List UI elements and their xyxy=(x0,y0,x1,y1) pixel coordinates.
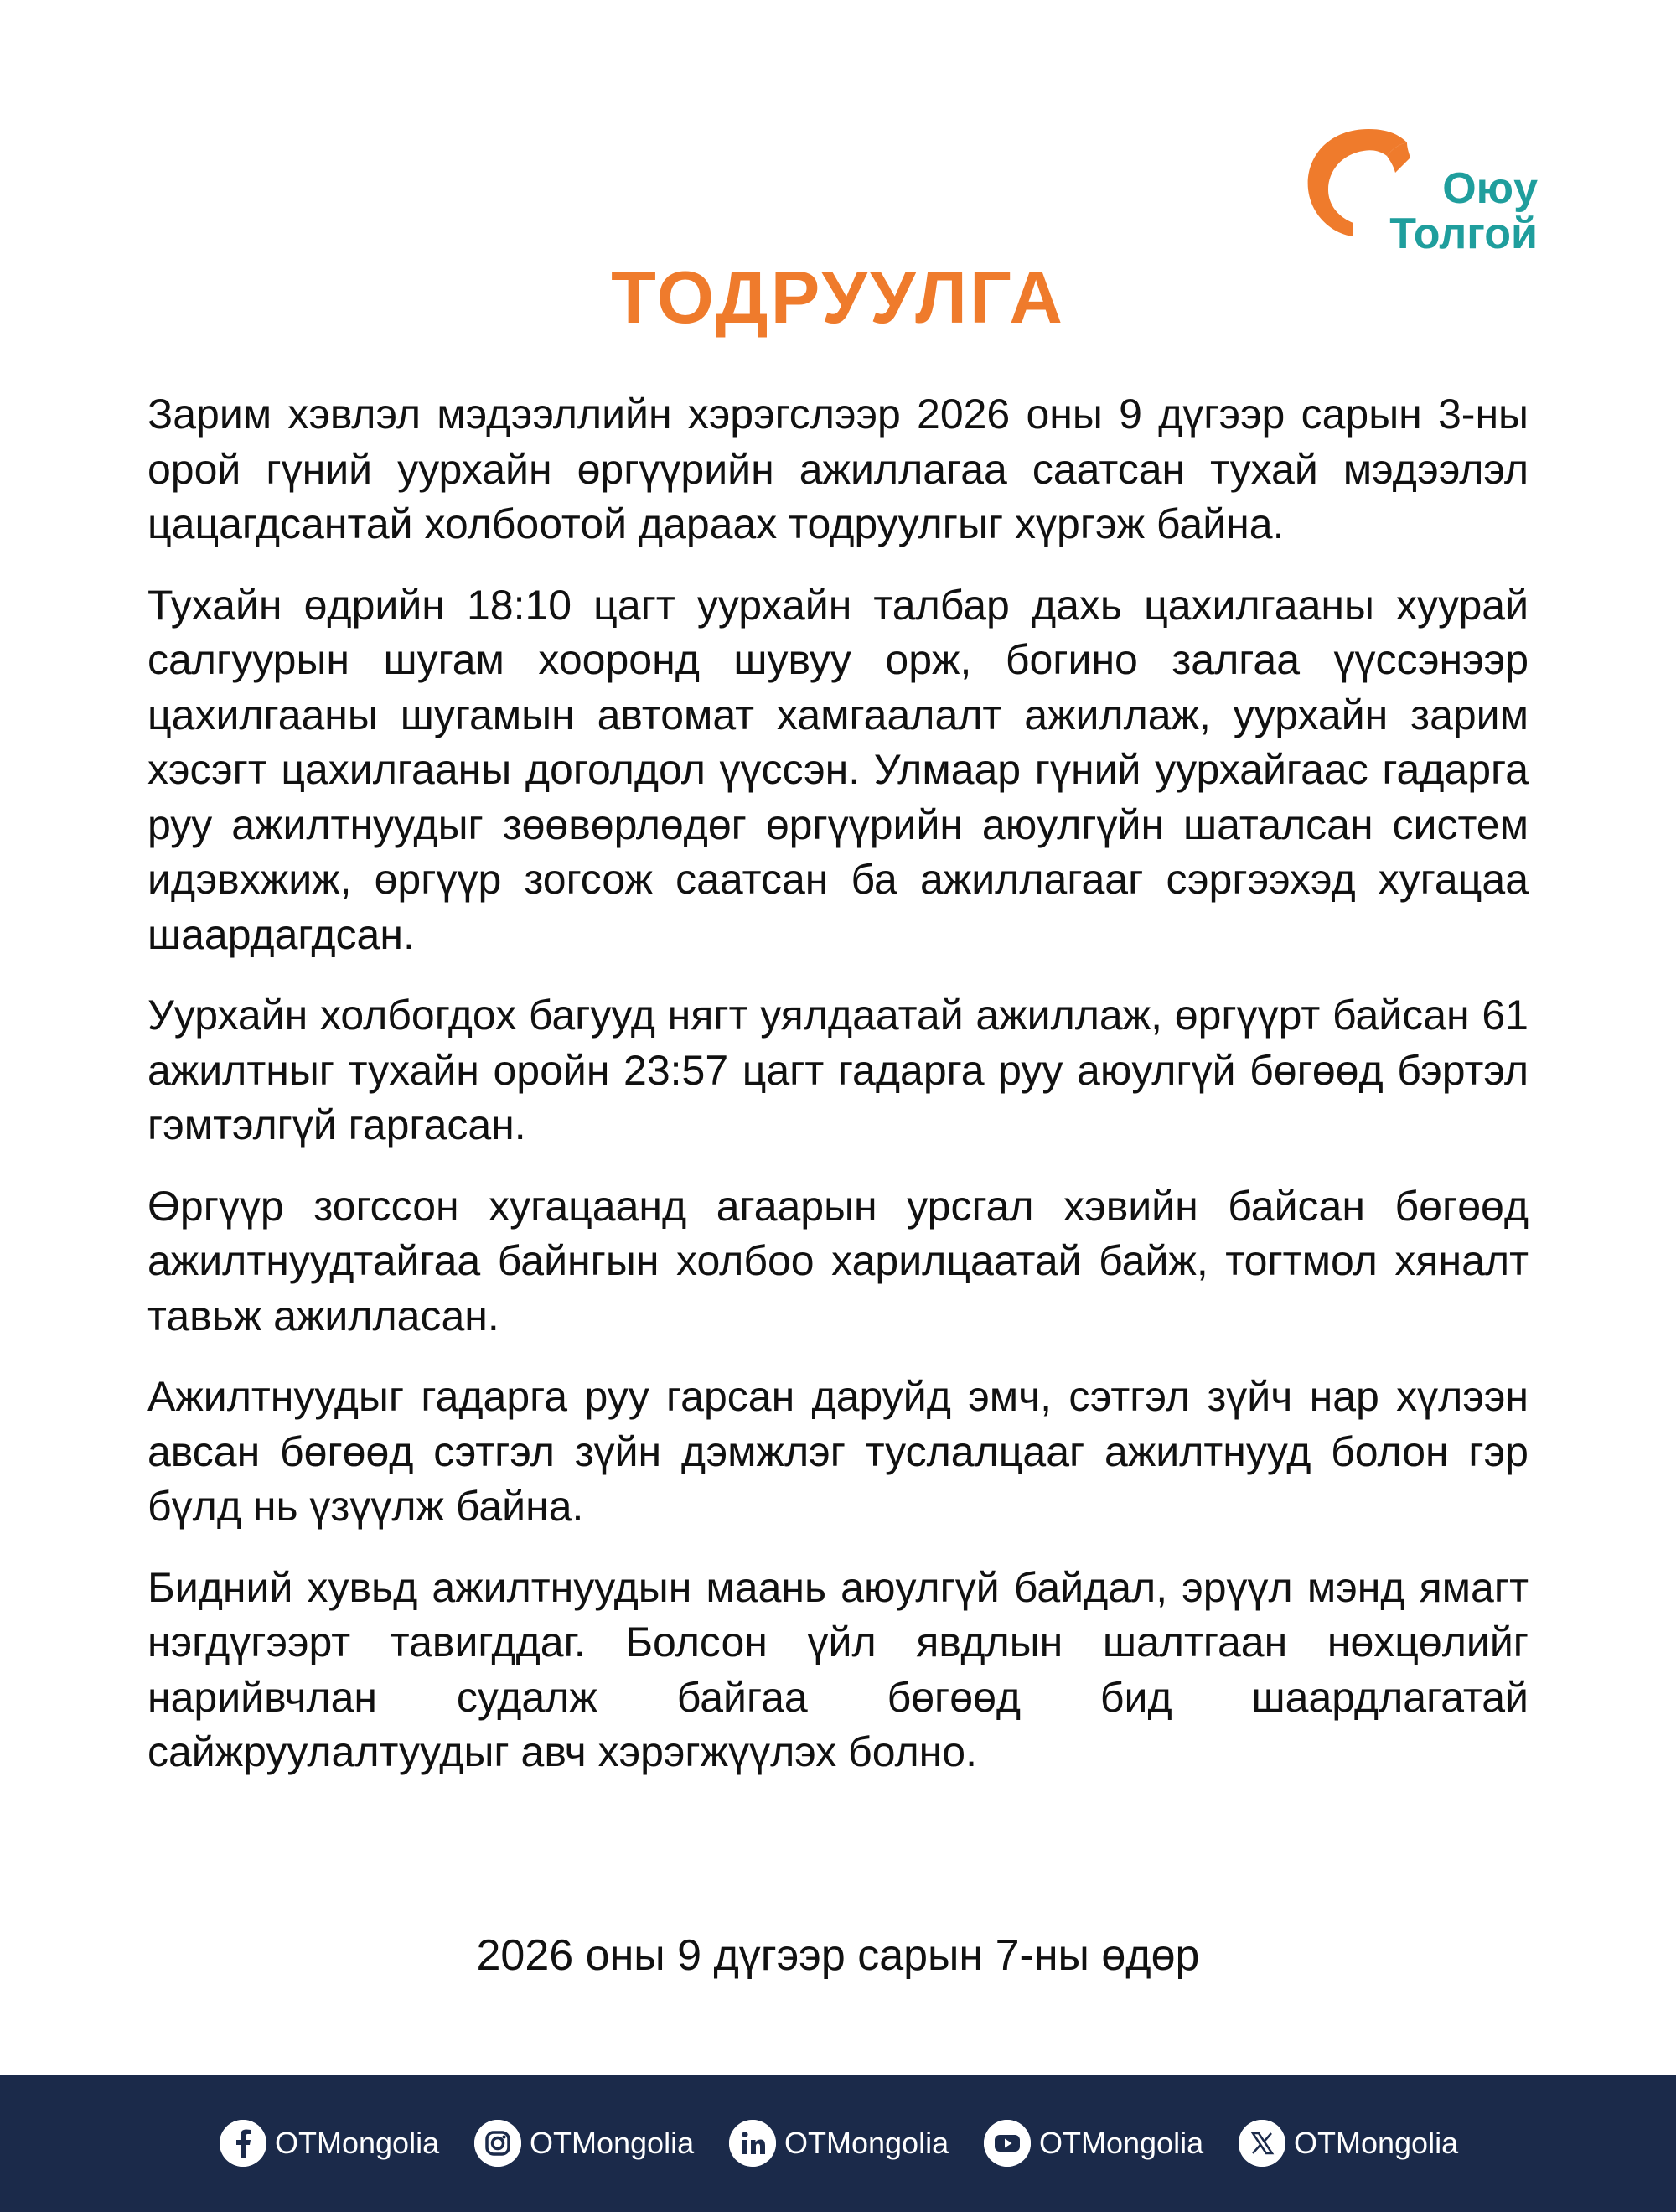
paragraph: Өргүүр зогссон хугацаанд агаарын урсгал хэвийн байсан бөгөөд ажилтнуудтайгаа байнгын холбоо харилцаатай байж, тогтмол хяналт тавьж ажилласан. xyxy=(147,1182,1529,1339)
instagram-link[interactable] xyxy=(474,2119,694,2168)
paragraph: Тухайн өдрийн 18:10 цагт уурхайн талбар дахь цахилгааны хуурай салгуурын шугам хооронд шувуу орж, богино залгаа үүссэнээр цахилгааны шугамын автомат хамгаалалт ажиллаж, уурхайн зарим хэсэгт цахилгааны доголдол үүссэн. Улмаар гүний уурхайгаас гадарга руу ажилтнуудыг зөөвөрлөдөг өргүүрийн аюулгүйн шаталсан систем идэвхжиж, өргүүр зогсож саатсан ба ажиллагааг сэргээхэд хугацаа шаардагдсан. xyxy=(147,581,1529,958)
instagram-icon xyxy=(474,2120,521,2167)
paragraph: Зарим хэвлэл мэдээллийн хэрэгслээр 2026 оны 9 дүгээр сарын 3-ны орой гүний уурхайн өргүүрийн ажиллагаа саатсан тухай мэдээлэл цацагдсантай холбоотой дараах тодруулгыг хүргэж байна. xyxy=(147,391,1529,547)
youtube-link[interactable] xyxy=(984,2119,1203,2168)
facebook-link[interactable] xyxy=(220,2119,439,2168)
facebook-handle: OTMongolia xyxy=(275,2126,440,2160)
youtube-handle: OTMongolia xyxy=(1039,2126,1204,2160)
social-footer xyxy=(0,2075,1676,2212)
instagram-handle: OTMongolia xyxy=(530,2126,695,2160)
paragraph: Уурхайн холбогдох багууд нягт уялдаатай ажиллаж, өргүүрт байсан 61 ажилтныг тухайн оройн 23:57 цагт гадарга руу аюулгүй бөгөөд бэртэл гэмтэлгүй гаргасан. xyxy=(147,992,1529,1148)
statement-body xyxy=(147,387,1529,1806)
x-icon xyxy=(1239,2120,1285,2167)
oyu-tolgoi-logo xyxy=(1303,124,1546,271)
linkedin-icon xyxy=(729,2120,776,2167)
paragraph: Ажилтнуудыг гадарга руу гарсан даруйд эмч, сэтгэл зүйч нар хүлээн авсан бөгөөд сэтгэл зүйн дэмжлэг туслалцааг ажилтнууд болон гэр бүлд нь үзүүлж байна. xyxy=(147,1373,1529,1530)
logo-text-line1: Оюу xyxy=(1442,164,1538,213)
page-title: ТОДРУУЛГА xyxy=(611,256,1065,339)
linkedin-handle: OTMongolia xyxy=(784,2126,949,2160)
statement-date: 2026 оны 9 дүгээр сарын 7-ны өдөр xyxy=(476,1931,1200,1980)
x-handle: OTMongolia xyxy=(1294,2126,1459,2160)
logo-text-line2: Толгой xyxy=(1389,210,1538,258)
linkedin-link[interactable] xyxy=(729,2119,949,2168)
x-link[interactable] xyxy=(1239,2119,1458,2168)
facebook-icon xyxy=(220,2120,266,2167)
paragraph: Бидний хувьд ажилтнуудын маань аюулгүй байдал, эрүүл мэнд ямагт нэгдүгээрт тавигддаг. Болсон үйл явдлын шалтгаан нөхцөлийг нарийвчлан судалж байгаа бөгөөд бид шаардлагатай сайжруулалтуудыг авч хэрэгжүүлэх болно. xyxy=(147,1563,1529,1775)
youtube-icon xyxy=(984,2120,1031,2167)
